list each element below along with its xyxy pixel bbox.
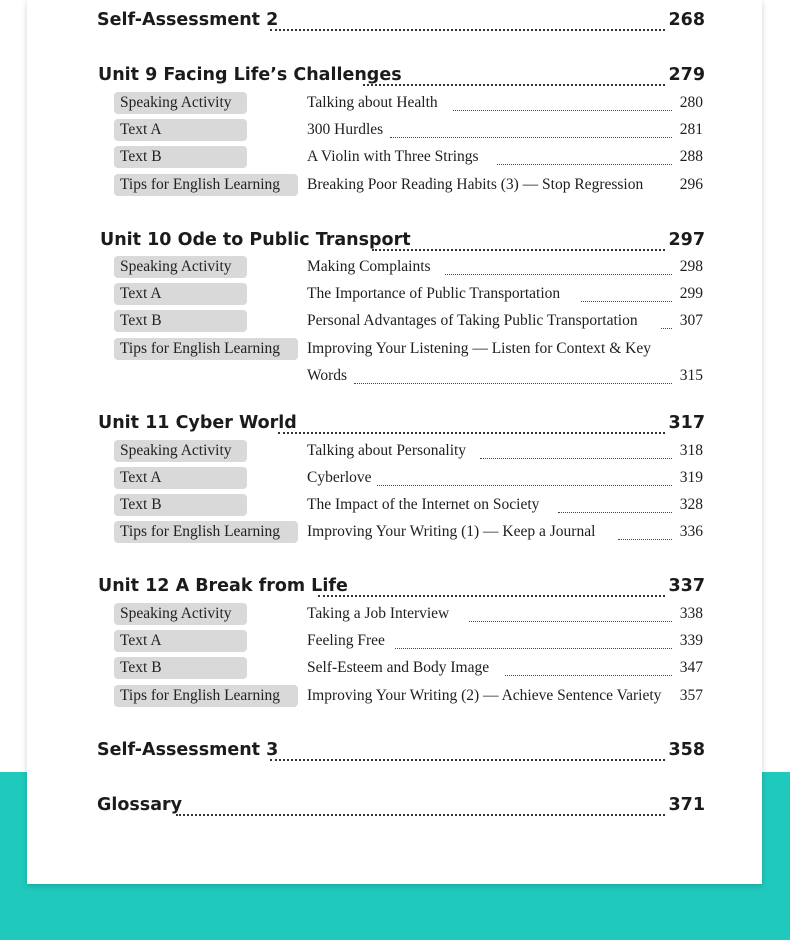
label-speaking-activity: Speaking Activity xyxy=(114,256,247,278)
entry-page: 280 xyxy=(679,94,703,111)
entry-title[interactable]: Personal Advantages of Taking Public Transportation xyxy=(307,312,638,329)
section-heading-self-assessment-2[interactable]: Self-Assessment 2 xyxy=(97,10,279,30)
label-tips: Tips for English Learning xyxy=(114,174,298,196)
leader-dots xyxy=(278,430,665,434)
leader-dots xyxy=(445,273,672,275)
page-number: 279 xyxy=(668,65,705,85)
entry-title[interactable]: Making Complaints xyxy=(307,258,431,275)
entry-page: 315 xyxy=(679,367,703,384)
unit-10-heading[interactable]: Unit 10 Ode to Public Transport xyxy=(100,230,411,250)
entry-page: 347 xyxy=(679,659,703,676)
page-number: 358 xyxy=(668,740,705,760)
leader-dots xyxy=(354,382,672,384)
entry-title[interactable]: Talking about Health xyxy=(307,94,438,111)
leader-dots xyxy=(480,457,672,459)
label-tips: Tips for English Learning xyxy=(114,685,298,707)
entry-page: 319 xyxy=(679,469,703,486)
leader-dots xyxy=(581,300,672,302)
leader-dots xyxy=(176,812,665,816)
entry-title[interactable]: Talking about Personality xyxy=(307,442,467,459)
leader-dots xyxy=(390,136,672,138)
entry-title[interactable]: Breaking Poor Reading Habits (3) — Stop Regression xyxy=(307,176,644,193)
leader-dots xyxy=(270,27,665,31)
entry-page: 328 xyxy=(679,496,703,513)
entry-page: 318 xyxy=(679,442,703,459)
entry-title[interactable]: Feeling Free xyxy=(307,632,385,649)
leader-dots xyxy=(469,620,672,622)
entry-page: 339 xyxy=(679,632,703,649)
page-number: 371 xyxy=(668,795,705,815)
entry-title-continued[interactable]: Words xyxy=(307,367,348,384)
entry-title[interactable]: Improving Your Writing (1) — Keep a Journal xyxy=(307,523,596,540)
label-speaking-activity: Speaking Activity xyxy=(114,440,247,462)
label-text-a: Text A xyxy=(114,283,247,305)
leader-dots xyxy=(505,674,672,676)
label-text-b: Text B xyxy=(114,146,247,168)
label-text-b: Text B xyxy=(114,310,247,332)
page-number: 268 xyxy=(668,10,705,30)
entry-page: 307 xyxy=(679,312,703,329)
leader-dots xyxy=(395,647,672,649)
entry-title[interactable]: 300 Hurdles xyxy=(307,121,384,138)
entry-page: 357 xyxy=(679,687,703,704)
section-heading-self-assessment-3[interactable]: Self-Assessment 3 xyxy=(97,740,279,760)
entry-title[interactable]: Improving Your Listening — Listen for Context & Key xyxy=(307,340,651,357)
toc-page xyxy=(27,0,762,884)
entry-page: 288 xyxy=(679,148,703,165)
leader-dots xyxy=(270,757,665,761)
entry-title[interactable]: Self-Esteem and Body Image xyxy=(307,659,490,676)
label-tips: Tips for English Learning xyxy=(114,338,298,360)
unit-9-heading[interactable]: Unit 9 Facing Life’s Challenges xyxy=(98,65,402,85)
unit-11-heading[interactable]: Unit 11 Cyber World xyxy=(98,413,297,433)
label-text-b: Text B xyxy=(114,657,247,679)
label-tips: Tips for English Learning xyxy=(114,521,298,543)
entry-title[interactable]: Improving Your Writing (2) — Achieve Sentence Variety xyxy=(307,687,662,704)
entry-title[interactable]: Cyberlove xyxy=(307,469,372,486)
page-number: 317 xyxy=(668,413,705,433)
leader-dots xyxy=(363,82,665,86)
entry-page: 281 xyxy=(679,121,703,138)
section-heading-glossary[interactable]: Glossary xyxy=(97,795,183,815)
entry-title[interactable]: Taking a Job Interview xyxy=(307,605,450,622)
leader-dots xyxy=(372,247,665,251)
label-speaking-activity: Speaking Activity xyxy=(114,603,247,625)
leader-dots xyxy=(377,484,672,486)
entry-page: 336 xyxy=(679,523,703,540)
entry-page: 298 xyxy=(679,258,703,275)
leader-dots xyxy=(497,163,672,165)
page-number: 297 xyxy=(668,230,705,250)
label-text-a: Text A xyxy=(114,630,247,652)
leader-dots xyxy=(558,511,672,513)
entry-page: 296 xyxy=(679,176,703,193)
label-text-a: Text A xyxy=(114,119,247,141)
leader-dots xyxy=(318,593,665,597)
unit-12-heading[interactable]: Unit 12 A Break from Life xyxy=(98,576,348,596)
page-number: 337 xyxy=(668,576,705,596)
entry-title[interactable]: The Importance of Public Transportation xyxy=(307,285,561,302)
entry-title[interactable]: The Impact of the Internet on Society xyxy=(307,496,540,513)
label-speaking-activity: Speaking Activity xyxy=(114,92,247,114)
entry-title[interactable]: A Violin with Three Strings xyxy=(307,148,479,165)
label-text-a: Text A xyxy=(114,467,247,489)
entry-page: 338 xyxy=(679,605,703,622)
label-text-b: Text B xyxy=(114,494,247,516)
leader-dots xyxy=(453,109,672,111)
entry-page: 299 xyxy=(679,285,703,302)
